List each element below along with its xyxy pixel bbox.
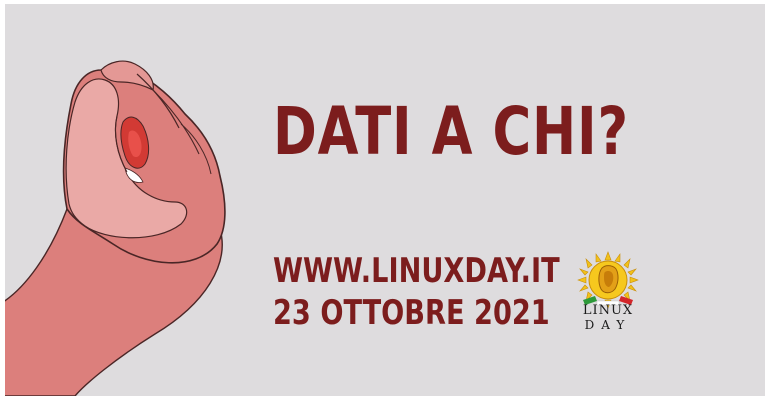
headline: DATI A CHI? [273,93,629,170]
banner [5,4,765,396]
linux-day-logo [571,250,645,344]
logo-text-line-1: LINUX [582,303,634,318]
website-link[interactable]: WWW.LINUXDAY.IT [273,251,560,291]
logo-text-line-2: DAY [584,318,632,332]
logo-text [571,303,645,333]
hand-gesture-illustration [5,4,765,396]
sun-logo-icon [571,250,645,310]
event-date: 23 OTTOBRE 2021 [273,293,550,333]
